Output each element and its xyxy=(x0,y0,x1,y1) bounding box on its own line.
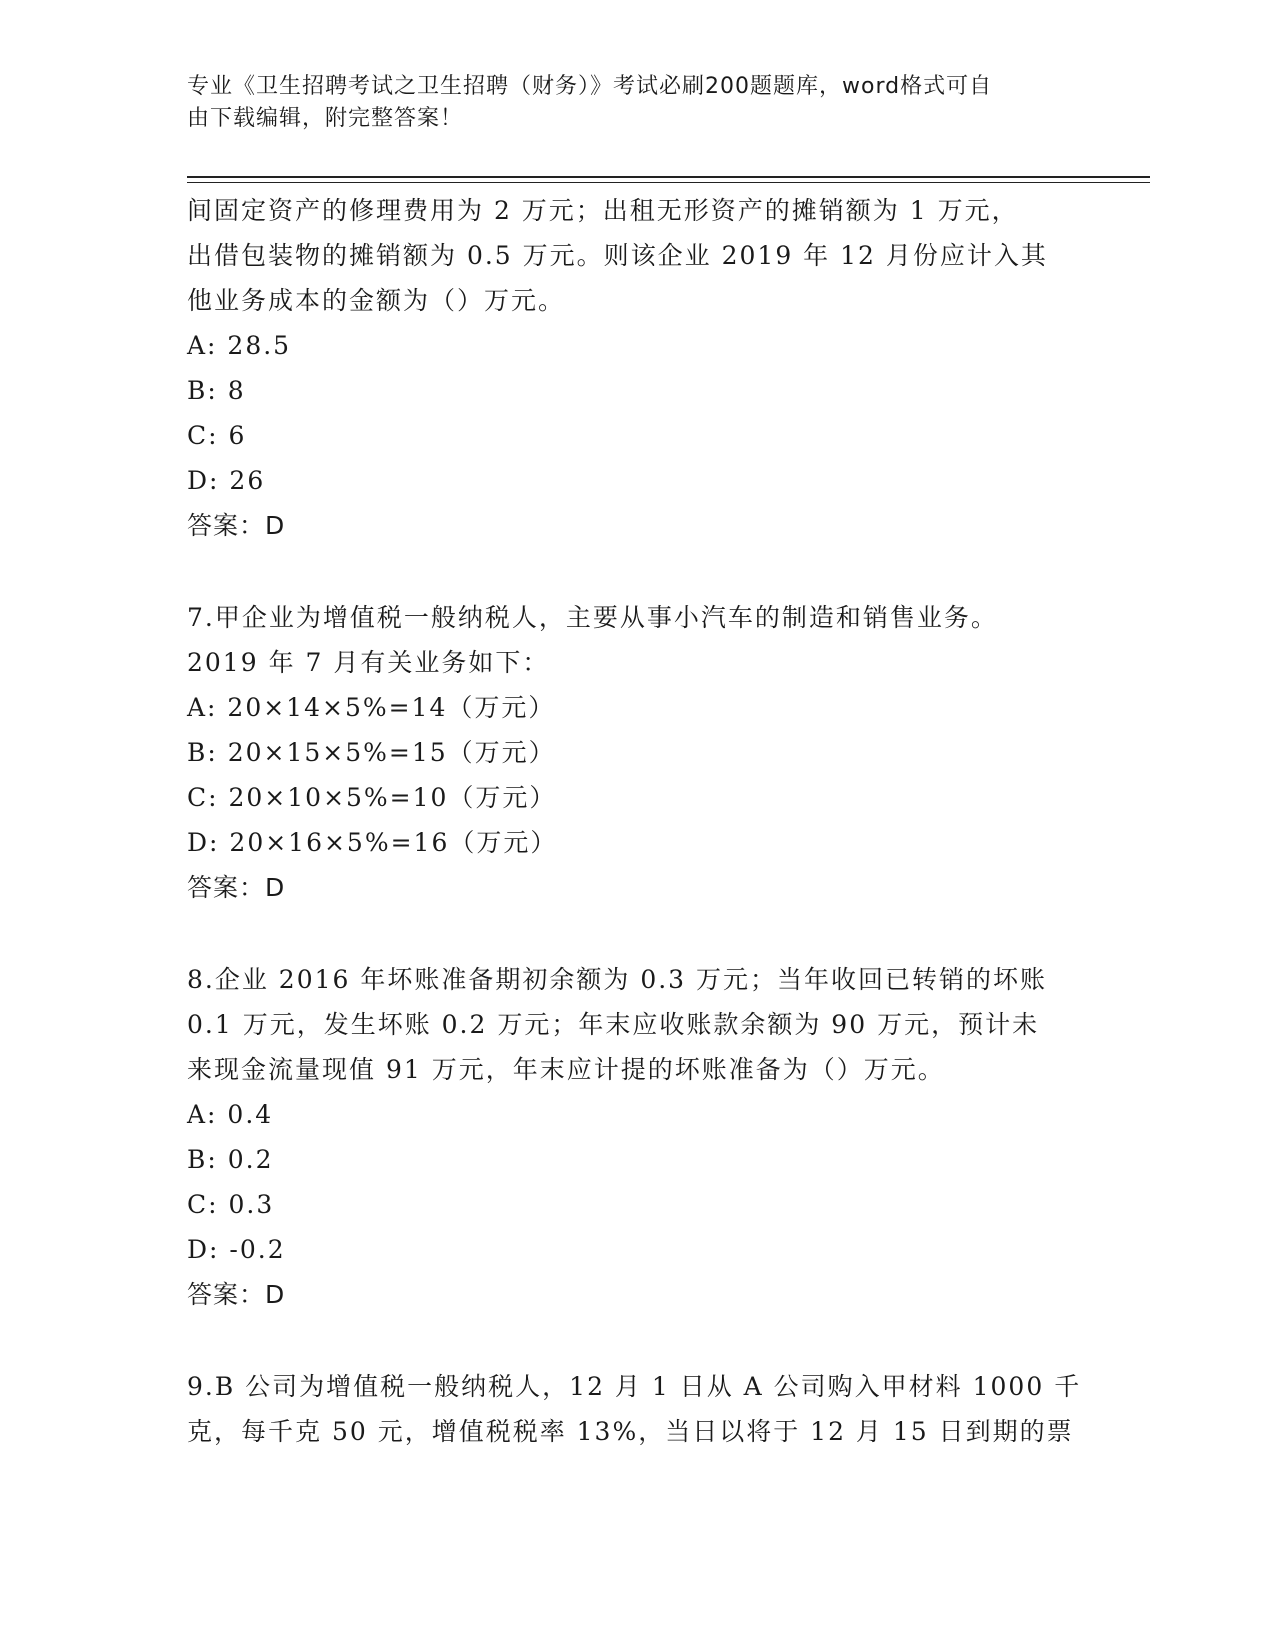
header-divider-thick xyxy=(187,176,1150,178)
question-text-line: 0.1 万元，发生坏账 0.2 万元；年末应收账款余额为 90 万元，预计未 xyxy=(187,1010,1040,1039)
answer-line: 答案：D xyxy=(187,873,286,902)
option-a: A: 0.4 xyxy=(187,1100,274,1129)
question-text-line: 9.B 公司为增值税一般纳税人，12 月 1 日从 A 公司购入甲材料 1000 千 xyxy=(187,1372,1082,1401)
question-text-line: 7.甲企业为增值税一般纳税人，主要从事小汽车的制造和销售业务。 xyxy=(187,603,998,632)
option-b: B: 8 xyxy=(187,376,246,405)
question-6-block xyxy=(187,188,1087,548)
option-b: B: 20×15×5%=15（万元） xyxy=(187,738,556,767)
option-d: D: 26 xyxy=(187,466,266,495)
question-8-block xyxy=(187,957,1087,1317)
question-text-line: 克，每千克 50 元，增值税税率 13%，当日以将于 12 月 15 日到期的票 xyxy=(187,1417,1074,1446)
option-d: D: 20×16×5%=16（万元） xyxy=(187,828,558,857)
question-9-block xyxy=(187,1364,1087,1454)
header-title-line-1: 专业《卫生招聘考试之卫生招聘（财务）》考试必刷200题题库，word格式可自 xyxy=(187,74,993,99)
option-a: A: 20×14×5%=14（万元） xyxy=(187,693,556,722)
header-divider-thin xyxy=(187,182,1150,183)
question-text-line: 他业务成本的金额为（）万元。 xyxy=(187,286,566,315)
document-body xyxy=(187,188,1087,1454)
question-text-line: 出借包装物的摊销额为 0.5 万元。则该企业 2019 年 12 月份应计入其 xyxy=(187,241,1048,270)
option-d: D: -0.2 xyxy=(187,1235,286,1264)
question-text-line: 间固定资产的修理费用为 2 万元；出租无形资产的摊销额为 1 万元， xyxy=(187,196,1019,225)
option-b: B: 0.2 xyxy=(187,1145,274,1174)
question-text-line: 来现金流量现值 91 万元，年末应计提的坏账准备为（）万元。 xyxy=(187,1055,945,1084)
question-7-block xyxy=(187,595,1087,910)
document-header xyxy=(187,71,1087,135)
option-c: C: 0.3 xyxy=(187,1190,275,1219)
question-text-line: 8.企业 2016 年坏账准备期初余额为 0.3 万元；当年收回已转销的坏账 xyxy=(187,965,1048,994)
header-title-line-2: 由下载编辑，附完整答案！ xyxy=(187,106,464,131)
answer-line: 答案：D xyxy=(187,511,286,540)
answer-line: 答案：D xyxy=(187,1280,286,1309)
question-text-line: 2019 年 7 月有关业务如下： xyxy=(187,648,550,677)
option-c: C: 20×10×5%=10（万元） xyxy=(187,783,557,812)
option-a: A: 28.5 xyxy=(187,331,292,360)
option-c: C: 6 xyxy=(187,421,247,450)
